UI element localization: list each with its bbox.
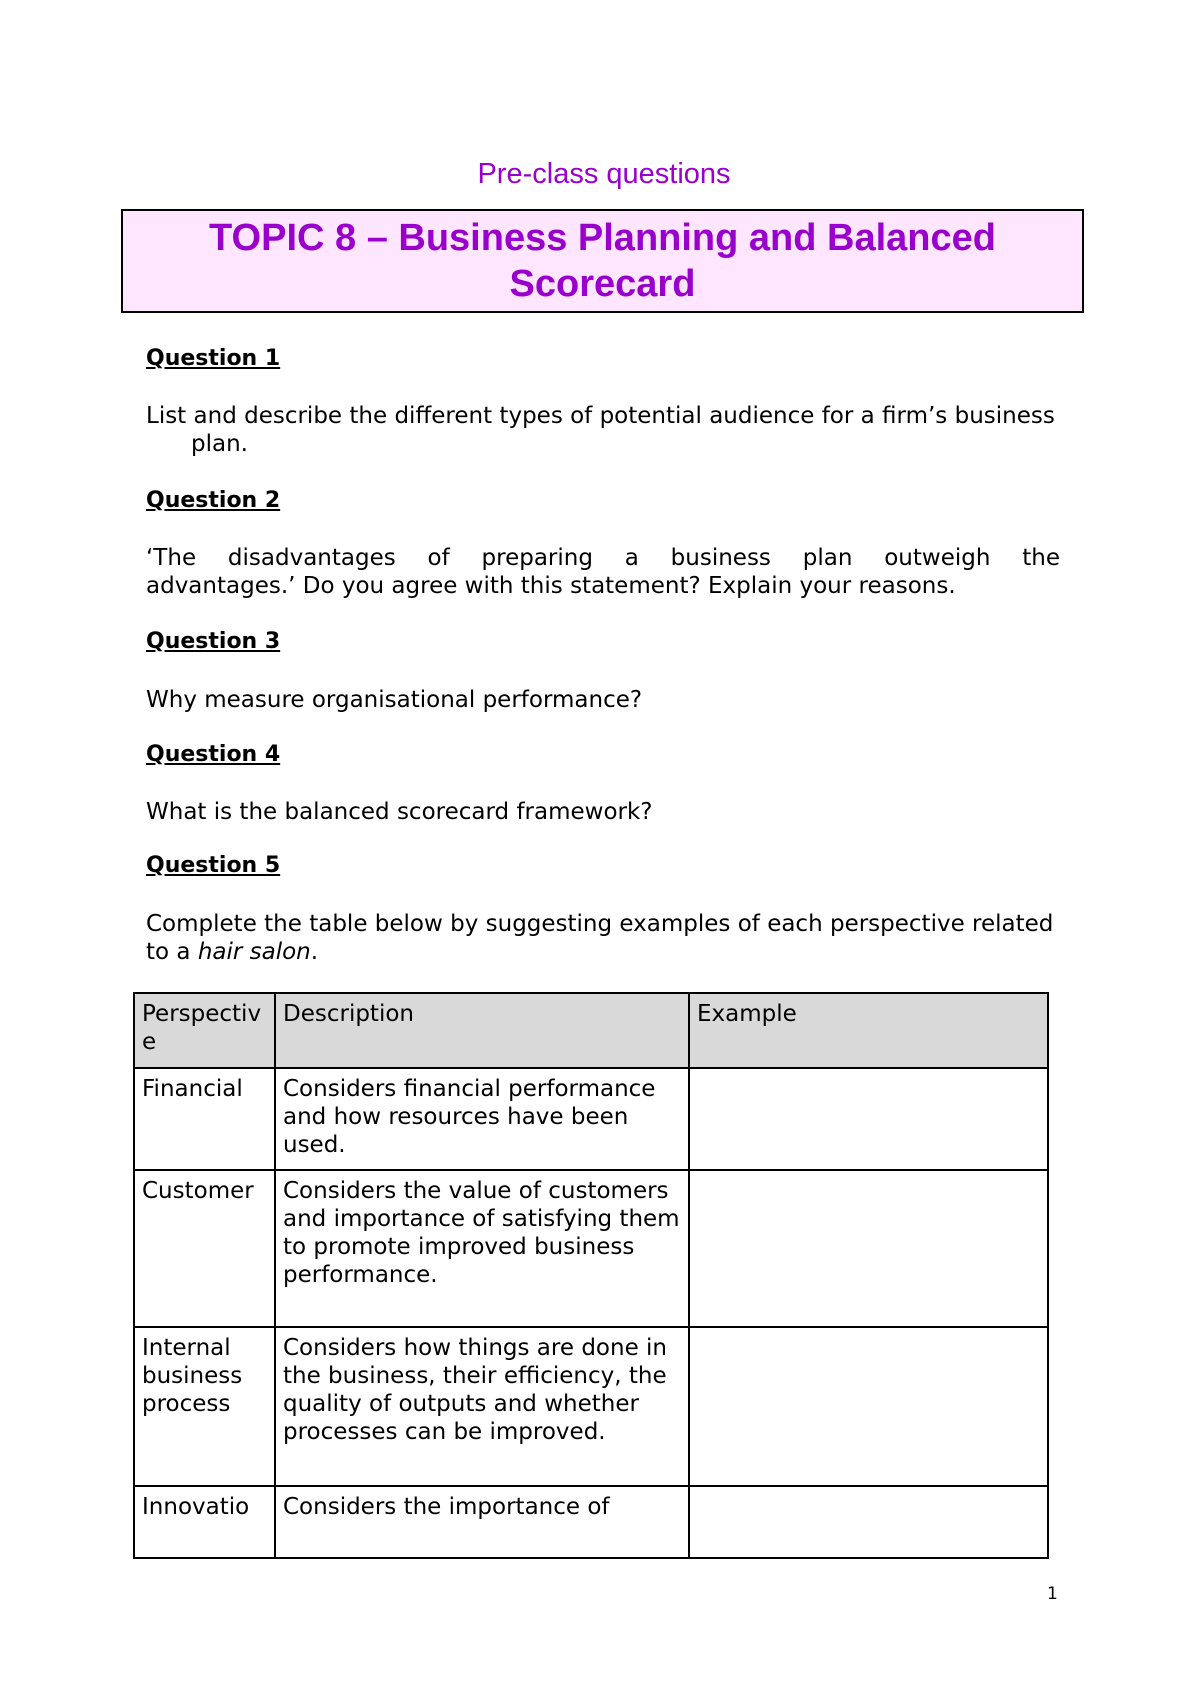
- question-4-text: What is the balanced scorecard framework?: [146, 799, 653, 825]
- question-4-heading: Question 4: [146, 742, 281, 767]
- question-5-heading: Question 5: [146, 853, 281, 878]
- perspectives-table: [133, 992, 1049, 1559]
- page-number: 1: [1047, 1584, 1058, 1604]
- question-2-text-line-2: advantages.’ Do you agree with this statement? Explain your reasons.: [146, 573, 956, 599]
- table-row: [134, 1327, 1048, 1486]
- question-5-text-end: .: [310, 939, 319, 965]
- header-perspective: Perspective: [134, 993, 275, 1068]
- question-1-text: List and describe the different types of potential audience for a firm’s business plan.: [146, 403, 1055, 457]
- example-cell[interactable]: [689, 1327, 1048, 1486]
- example-cell[interactable]: [689, 1486, 1048, 1558]
- description-cell: Considers financial performance and how resources have been used.: [275, 1068, 689, 1170]
- table-header-row: [134, 993, 1048, 1068]
- question-5-text-emphasis: hair salon: [197, 939, 311, 965]
- question-3-heading: Question 3: [146, 629, 281, 654]
- topic-title: TOPIC 8 – Business Planning and Balanced Scorecard: [209, 217, 996, 305]
- header-description: Description: [275, 993, 689, 1068]
- question-5-text: [146, 910, 1060, 966]
- perspective-cell: Innovatio: [134, 1486, 275, 1558]
- question-2-text-line-1: ‘The disadvantages of preparing a business plan outweigh the: [146, 545, 1060, 571]
- table-row: [134, 1170, 1048, 1327]
- description-cell: Considers how things are done in the business, their efficiency, the quality of outputs and whether processes can be improved.: [275, 1327, 689, 1486]
- question-2-heading: Question 2: [146, 488, 281, 513]
- question-3-text: Why measure organisational performance?: [146, 687, 643, 713]
- table-row: [134, 1068, 1048, 1170]
- perspective-cell: Internal business process: [134, 1327, 275, 1486]
- description-cell: Considers the importance of: [275, 1486, 689, 1558]
- pre-class-title: Pre-class questions: [477, 158, 731, 190]
- description-cell: Considers the value of customers and importance of satisfying them to promote improved business performance.: [275, 1170, 689, 1327]
- question-2-text: [146, 544, 1060, 600]
- example-cell[interactable]: [689, 1068, 1048, 1170]
- question-5-text-main: Complete the table below by suggesting examples of each perspective related to a: [146, 911, 1054, 965]
- example-cell[interactable]: [689, 1170, 1048, 1327]
- header-example: Example: [689, 993, 1048, 1068]
- perspective-cell: Customer: [134, 1170, 275, 1327]
- perspective-cell: Financial: [134, 1068, 275, 1170]
- table-row: [134, 1486, 1048, 1558]
- question-1-heading: Question 1: [146, 346, 281, 371]
- topic-title-box: [121, 209, 1084, 313]
